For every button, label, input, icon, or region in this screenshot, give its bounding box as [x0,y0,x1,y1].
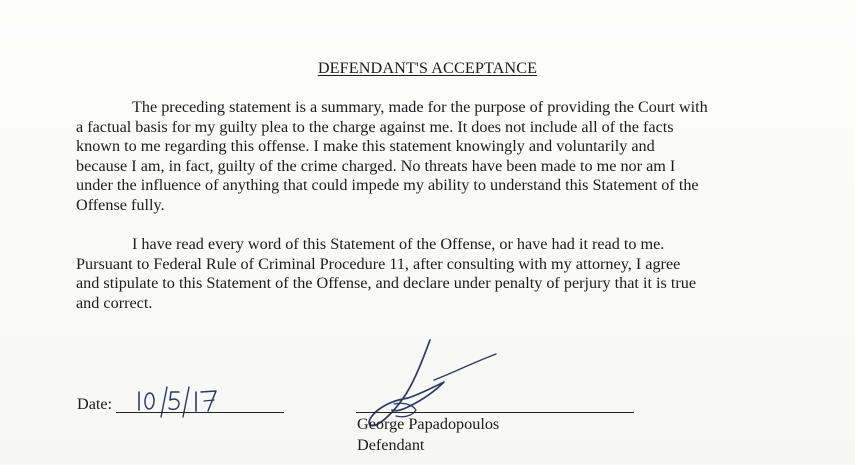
paragraph-line: and correct. [76,293,153,312]
signer-role: Defendant [357,436,425,454]
paragraph-line: because I am, in fact, guilty of the crime charged. No threats have been made to me nor am I [76,156,676,175]
paragraph-line: a factual basis for my guilty plea to the charge against me. It does not include all of the facts [76,117,674,136]
paragraph-line: under the influence of anything that could impede my ability to understand this Statement of the [76,176,699,195]
paragraph-line: The preceding statement is a summary, made for the purpose of providing the Court with [132,98,708,116]
paragraph-line: Offense fully. [76,195,165,214]
date-signature-line [116,412,284,413]
paragraph-line: known to me regarding this offense. I make this statement knowingly and voluntarily and [76,137,655,156]
date-label: Date: [77,395,113,413]
document-title: DEFENDANT'S ACCEPTANCE [317,59,538,77]
paragraph-line: Pursuant to Federal Rule of Criminal Procedure 11, after consulting with my attorney, I agree [76,254,681,273]
declaration-paragraph [76,235,792,313]
paragraph-line: I have read every word of this Statement of the Offense, or have had it read to me. [132,235,665,253]
acceptance-paragraph [76,98,792,216]
signer-name: George Papadopoulos [357,415,500,433]
paragraph-line: and stipulate to this Statement of the Offense, and declare under penalty of perjury that it is true [76,274,697,293]
defendant-signature-line [356,412,634,413]
